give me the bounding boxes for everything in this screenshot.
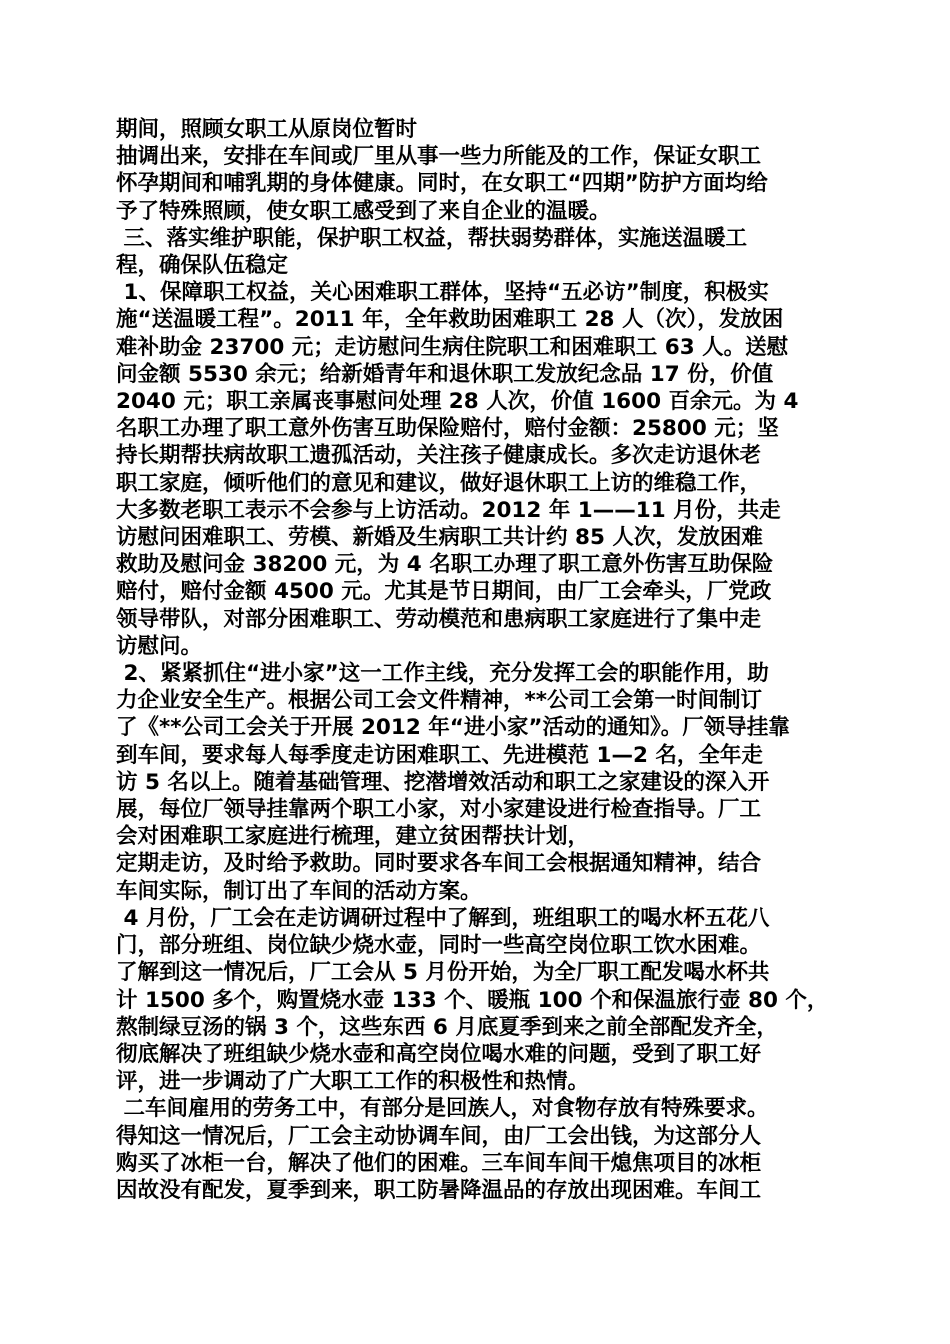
- text-line: 救助及慰问金 38200 元，为 4 名职工办理了职工意外伤害互助保险: [116, 552, 774, 578]
- text-line: 4 月份，厂工会在走访调研过程中了解到，班组职工的喝水杯五花八: [116, 905, 770, 931]
- text-line: 得知这一情况后，厂工会主动协调车间，由厂工会出钱，为这部分人: [116, 1123, 762, 1149]
- text-line: 访慰问。: [116, 633, 203, 659]
- text-line: 访慰问困难职工、劳模、新婚及生病职工共计约 85 人次，发放困难: [116, 525, 763, 551]
- section-heading-line: 三、落实维护职能，保护职工权益，帮扶弱势群体，实施送温暖工: [116, 225, 747, 251]
- text-line: 访 5 名以上。随着基础管理、挖潜增效活动和职工之家建设的深入开: [116, 769, 770, 795]
- text-line: 计 1500 多个，购置烧水壶 133 个、暖瓶 100 个和保温旅行壶 80 个，: [116, 987, 829, 1013]
- text-line: 抽调出来，安排在车间或厂里从事一些力所能及的工作，保证女职工: [116, 144, 762, 170]
- text-line: 因故没有配发，夏季到来，职工防暑降温品的存放出现困难。车间工: [116, 1177, 762, 1203]
- document-page: [116, 116, 838, 1204]
- text-line: 持长期帮扶病故职工遗孤活动，关注孩子健康成长。多次走访退休老: [116, 443, 762, 469]
- text-line: 购买了冰柜一台，解决了他们的困难。三车间车间干熄焦项目的冰柜: [116, 1150, 762, 1176]
- text-line: 熬制绿豆汤的锅 3 个，这些东西 6 月底夏季到来之前全部配发齐全，: [116, 1014, 778, 1040]
- text-line: 二车间雇用的劳务工中，有部分是回族人，对食物存放有特殊要求。: [116, 1096, 769, 1122]
- text-line: 问金额 5530 余元；给新婚青年和退休职工发放纪念品 17 份，价值: [116, 361, 774, 387]
- text-line: 车间实际，制订出了车间的活动方案。: [116, 878, 482, 904]
- text-line: 到车间，要求每人每季度走访困难职工、先进模范 1—2 名，全年走: [116, 742, 763, 768]
- text-line: 2040 元；职工亲属丧事慰问处理 28 人次，价值 1600 百余元。为 4: [116, 389, 799, 415]
- text-line: 定期走访，及时给予救助。同时要求各车间工会根据通知精神，结合: [116, 851, 762, 877]
- text-line: 施“送温暖工程”。2011 年，全年救助困难职工 28 人（次），发放困: [116, 307, 784, 333]
- text-line: 1、保障职工权益，关心困难职工群体，坚持“五必访”制度，积极实: [116, 280, 769, 306]
- text-line: 了解到这一情况后，厂工会从 5 月份开始，为全厂职工配发喝水杯共: [116, 960, 770, 986]
- text-line: 2、紧紧抓住“进小家”这一工作主线，充分发挥工会的职能作用，助: [116, 661, 769, 687]
- text-line: 会对困难职工家庭进行梳理，建立贫困帮扶计划，: [116, 824, 590, 850]
- text-line: 职工家庭，倾听他们的意见和建议，做好退休职工上访的维稳工作，: [116, 470, 762, 496]
- text-line: 怀孕期间和哺乳期的身体健康。同时，在女职工“四期”防护方面均给: [116, 171, 768, 197]
- text-line: 领导带队，对部分困难职工、劳动模范和患病职工家庭进行了集中走: [116, 606, 762, 632]
- text-line: 期间，照顾女职工从原岗位暂时: [116, 117, 418, 142]
- text-line: 力企业安全生产。根据公司工会文件精神，**公司工会第一时间制订: [116, 688, 762, 714]
- text-line: 了《**公司工会关于开展 2012 年“进小家”活动的通知》。厂领导挂靠: [116, 715, 790, 741]
- text-line: 大多数老职工表示不会参与上访活动。2012 年 1——11 月份，共走: [116, 497, 781, 523]
- text-line: 评，进一步调动了广大职工工作的积极性和热情。: [116, 1069, 590, 1095]
- text-line: 门，部分班组、岗位缺少烧水壶，同时一些高空岗位职工饮水困难。: [116, 933, 762, 959]
- text-line: 名职工办理了职工意外伤害互助保险赔付，赔付金额：25800 元；坚: [116, 416, 779, 442]
- text-line: 展，每位厂领导挂靠两个职工小家，对小家建设进行检查指导。厂工: [116, 797, 762, 823]
- text-line: 予了特殊照顾，使女职工感受到了来自企业的温暖。: [116, 198, 611, 224]
- text-line: 赔付，赔付金额 4500 元。尤其是节日期间，由厂工会牵头，厂党政: [116, 579, 772, 605]
- section-heading-line: 程，确保队伍稳定: [116, 253, 289, 279]
- text-line: 彻底解决了班组缺少烧水壶和高空岗位喝水难的问题，受到了职工好: [116, 1041, 762, 1067]
- text-line: 难补助金 23700 元；走访慰问生病住院职工和困难职工 63 人。送慰: [116, 334, 789, 360]
